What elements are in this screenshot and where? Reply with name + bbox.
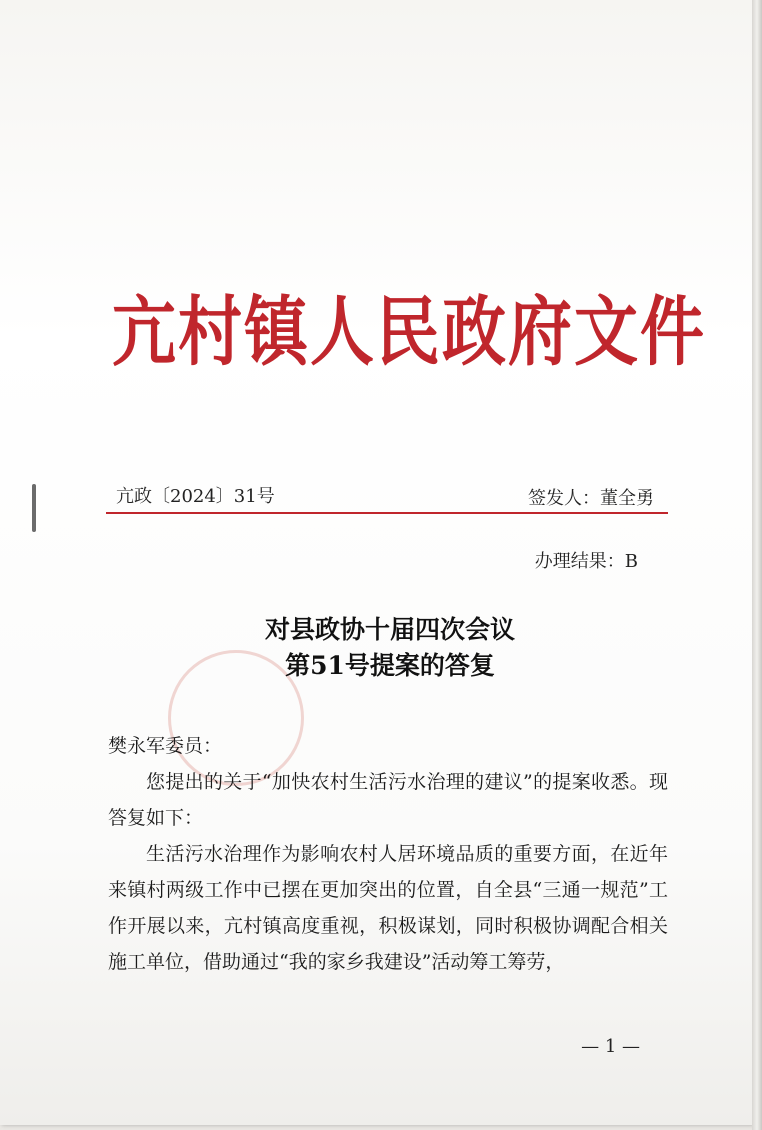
page-number: — 1 — [581, 1036, 640, 1057]
binding-clip-mark [32, 484, 36, 532]
body-paragraph-1: 您提出的关于“加快农村生活污水治理的建议”的提案收悉。现答复如下： [108, 771, 668, 829]
document-masthead: 亢村镇人民政府文件 [112, 288, 706, 378]
title-line-2: 第51号提案的答复 [285, 651, 495, 680]
document-title [100, 612, 680, 684]
body-paragraph-2: 生活污水治理作为影响农村人居环境品质的重要方面，在近年来镇村两级工作中已摆在更加突出的位置，自全县“三通一规范”工作开展以来，亢村镇高度重视，积极谋划，同时积极协调配合相关施工单位，借助通过“我的家乡我建设”活动筹工筹劳， [108, 843, 668, 973]
document-body [108, 728, 668, 980]
salutation: 樊永军委员： [108, 735, 223, 757]
document-number: 亢政〔2024〕31号 [116, 486, 275, 507]
handling-result: 办理结果：B [534, 551, 638, 572]
title-line-1: 对县政协十届四次会议 [264, 615, 515, 644]
red-divider-line [106, 512, 668, 514]
stacked-pages-edge [752, 0, 762, 1130]
issuer-signatory: 签发人：董全勇 [528, 488, 654, 509]
